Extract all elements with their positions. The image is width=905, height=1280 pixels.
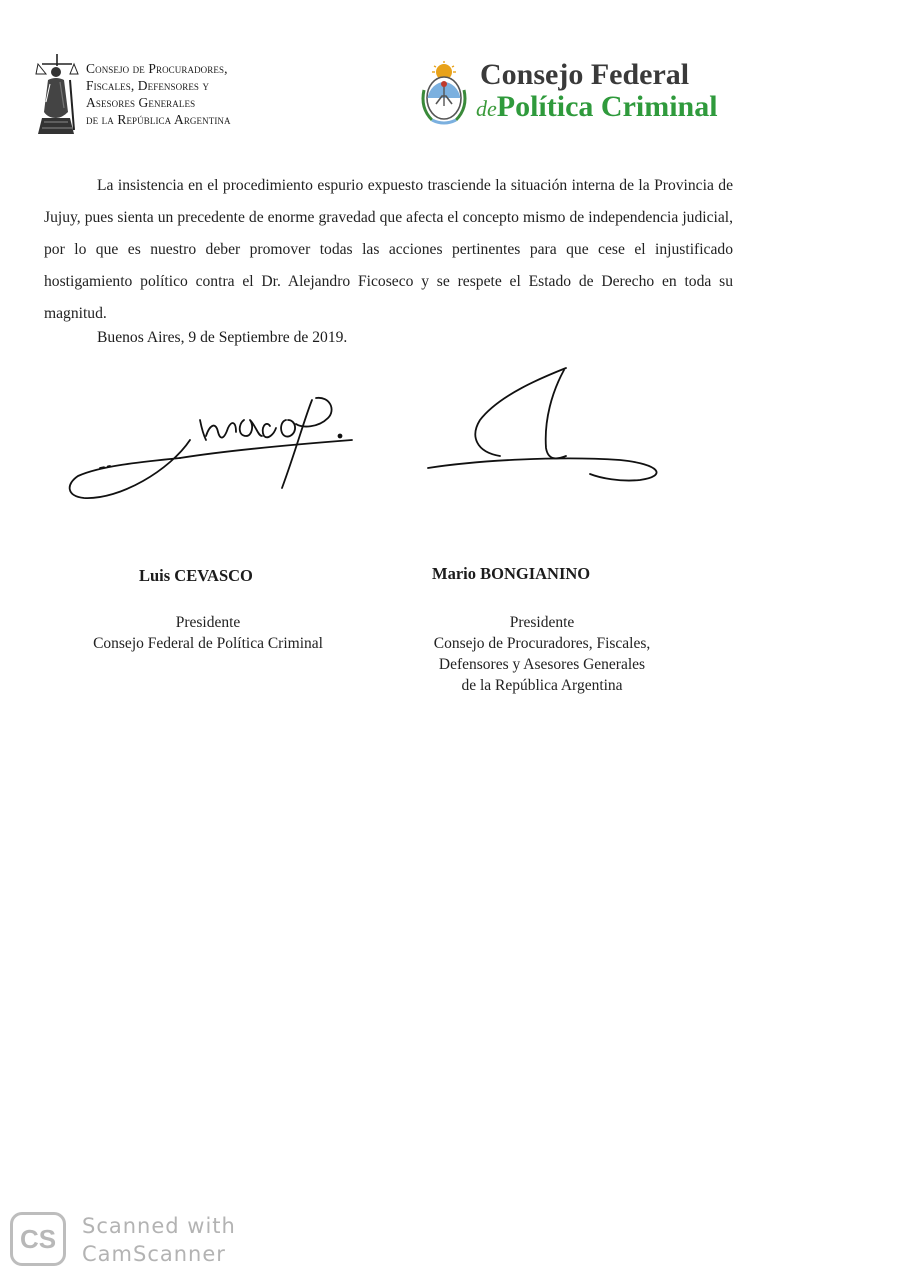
council-name-line: Fiscales, Defensores y <box>86 78 210 93</box>
signer-name-bongianino: Mario BONGIANINO <box>432 564 591 583</box>
argentina-coat-of-arms-icon <box>418 60 470 126</box>
dateline: Buenos Aires, 9 de Septiembre de 2019. <box>97 329 348 346</box>
council-title-line1: Consejo Federal <box>480 58 690 91</box>
signer-title-line: Defensores y Asesores Generales <box>438 656 646 673</box>
camscanner-text <box>82 1212 236 1268</box>
council-name-line: Consejo de Procuradores, <box>86 61 228 76</box>
council-title-prefix: de <box>476 96 497 121</box>
lady-justice-icon <box>34 52 80 136</box>
council-name-line: de la República Argentina <box>86 112 231 127</box>
body-paragraph: La insistencia en el procedimiento espurio expuesto trasciende la situación interna de la Provincia de Jujuy, pues sienta un precedente de enorme gravedad que afecta el concepto mismo de independencia judicial, por lo que es nuestro deber promover todas las acciones pertinentes para que cese el injustificado hostigamiento político contra el Dr. Alejandro Ficoseco y se respete el Estado de Derecho en toda su magnitud. <box>44 177 733 322</box>
signature-bongianino <box>428 368 657 481</box>
signer-title-cevasco <box>78 612 338 654</box>
camscanner-line1: Scanned with <box>82 1214 236 1238</box>
signer-title-line: Presidente <box>175 614 241 631</box>
camscanner-line2: CamScanner <box>82 1242 226 1266</box>
signer-title-line: de la República Argentina <box>461 677 623 694</box>
signer-title-line: Consejo de Procuradores, Fiscales, <box>433 635 651 652</box>
signer-title-line: Presidente <box>509 614 575 631</box>
signer-title-line: Consejo Federal de Política Criminal <box>93 635 323 652</box>
council-title-main: Política Criminal <box>496 90 718 123</box>
council-name <box>86 60 231 128</box>
council-name-line: Asesores Generales <box>86 95 196 110</box>
signer-name-cevasco: Luis CEVASCO <box>139 566 253 585</box>
header-right-org <box>418 58 748 128</box>
signer-title-bongianino <box>410 612 674 696</box>
camscanner-logo-icon: CS <box>10 1212 66 1266</box>
signature-cevasco <box>70 398 352 498</box>
council-title-line2 <box>476 91 718 128</box>
letter-body <box>44 170 733 330</box>
header-left-org <box>34 52 294 138</box>
camscanner-watermark <box>10 1210 250 1270</box>
